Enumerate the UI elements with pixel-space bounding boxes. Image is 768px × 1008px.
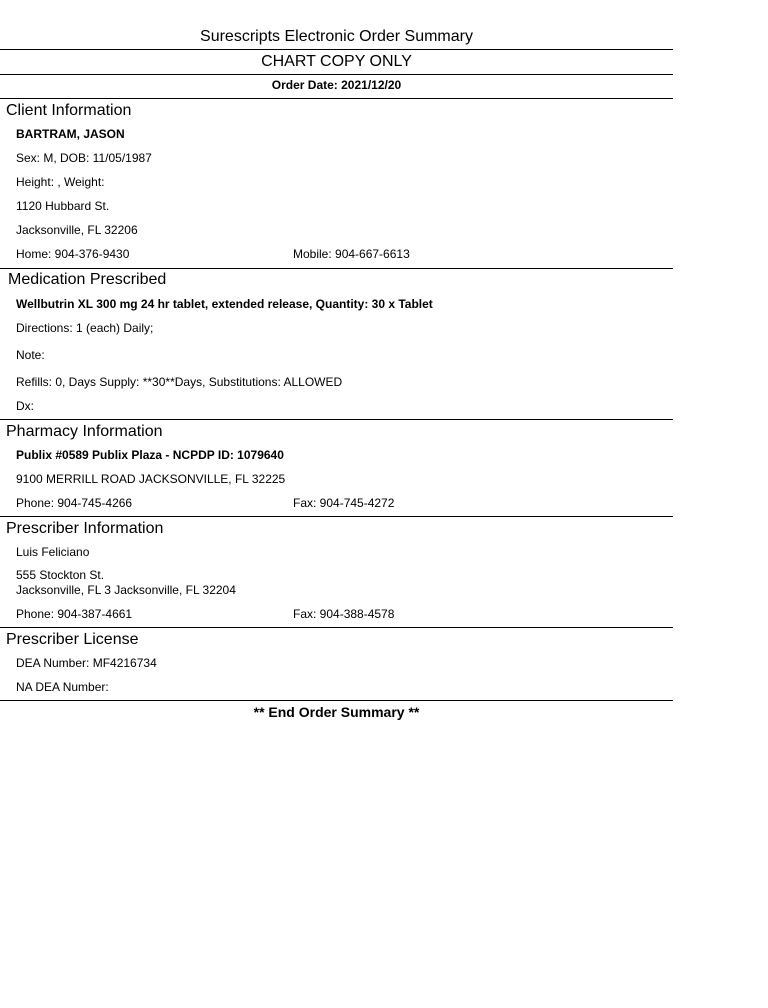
medication-directions: Directions: 1 (each) Daily; [16, 321, 154, 335]
order-date: Order Date: 2021/12/20 [271, 78, 402, 92]
prescriber-name: Luis Feliciano [16, 545, 90, 559]
client-sex-dob: Sex: M, DOB: 11/05/1987 [16, 151, 152, 165]
divider [0, 74, 673, 75]
divider [0, 700, 673, 701]
divider [0, 98, 673, 99]
divider [0, 49, 673, 50]
medication-note: Note: [16, 348, 45, 362]
pharmacy-phone: Phone: 904-745-4266 [16, 496, 133, 510]
medication-drug: Wellbutrin XL 300 mg 24 hr tablet, extended release, Quantity: 30 x Tablet [16, 297, 433, 311]
divider [0, 627, 673, 628]
divider [0, 516, 673, 517]
license-na-dea-number: NA DEA Number: [16, 680, 109, 694]
end-order-summary: ** End Order Summary ** [253, 704, 420, 720]
client-mobile-phone: Mobile: 904-667-6613 [293, 247, 410, 261]
medication-refills: Refills: 0, Days Supply: **30**Days, Substitutions: ALLOWED [16, 375, 343, 389]
client-section-title: Client Information [6, 102, 132, 119]
document-title: Surescripts Electronic Order Summary [200, 28, 473, 45]
prescriber-address-line2: Jacksonville, FL 3 Jacksonville, FL 32204 [16, 583, 236, 597]
client-name: BARTRAM, JASON [16, 127, 125, 141]
prescriber-phone: Phone: 904-387-4661 [16, 607, 133, 621]
prescriber-section-title: Prescriber Information [6, 520, 164, 537]
license-section-title: Prescriber License [6, 631, 139, 648]
medication-dx: Dx: [16, 399, 34, 413]
chart-copy-label: CHART COPY ONLY [261, 53, 412, 70]
client-height-weight: Height: , Weight: [16, 175, 105, 189]
client-home-phone: Home: 904-376-9430 [16, 247, 130, 261]
pharmacy-section-title: Pharmacy Information [6, 423, 163, 440]
client-address-line2: Jacksonville, FL 32206 [16, 223, 138, 237]
client-address-line1: 1120 Hubbard St. [16, 199, 110, 213]
prescriber-address-line1: 555 Stockton St. [16, 568, 105, 582]
pharmacy-fax: Fax: 904-745-4272 [293, 496, 395, 510]
pharmacy-address: 9100 MERRILL ROAD JACKSONVILLE, FL 32225 [16, 472, 286, 486]
license-dea-number: DEA Number: MF4216734 [16, 656, 157, 670]
divider [0, 268, 673, 269]
pharmacy-name: Publix #0589 Publix Plaza - NCPDP ID: 1079640 [16, 448, 284, 462]
prescriber-fax: Fax: 904-388-4578 [293, 607, 395, 621]
divider [0, 419, 673, 420]
medication-section-title: Medication Prescribed [8, 271, 167, 288]
